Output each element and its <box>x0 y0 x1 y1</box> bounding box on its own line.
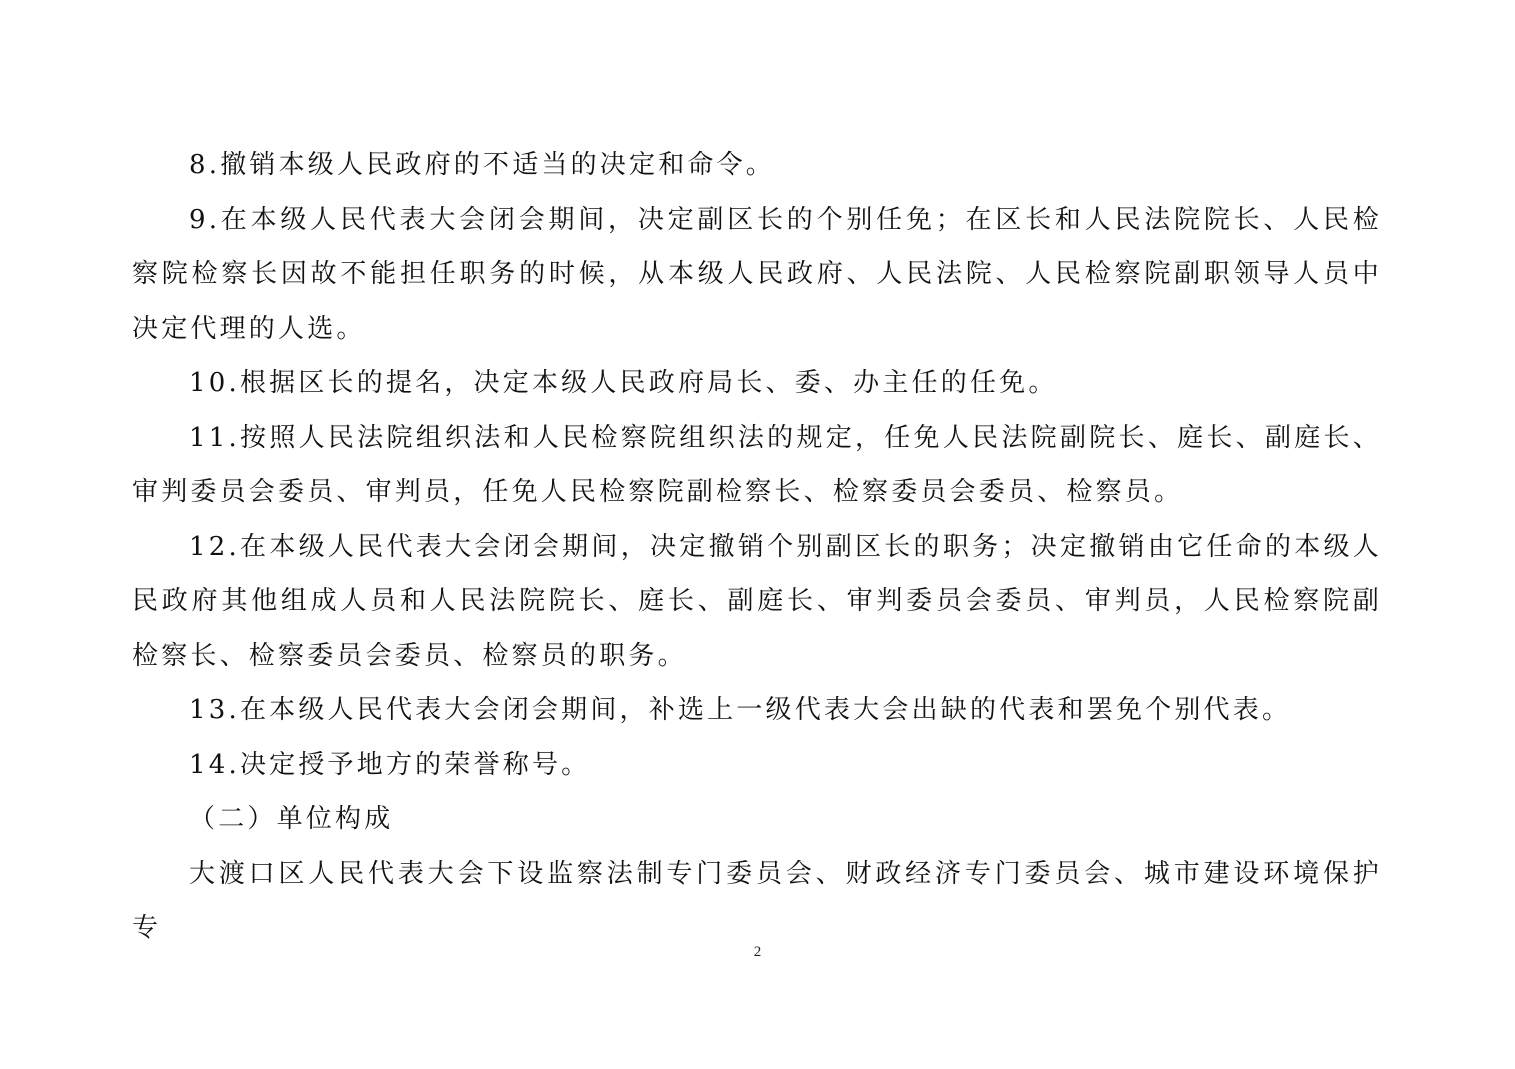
page-number: 2 <box>753 944 762 960</box>
paragraph-item-9: 9.在本级人民代表大会闭会期间，决定副区长的个别任免；在区长和人民法院院长、人民检察院检察长因故不能担任职务的时候，从本级人民政府、人民法院、人民检察院副职领导人员中决定代理的人选。 <box>132 204 1382 344</box>
paragraph-unit-composition: 大渡口区人民代表大会下设监察法制专门委员会、财政经济专门委员会、城市建设环境保护专 <box>132 858 1382 943</box>
paragraph-item-14: 14.决定授予地方的荣誉称号。 <box>189 749 591 780</box>
section-heading-unit-composition: （二）单位构成 <box>189 804 394 834</box>
paragraph-item-8: 8.撤销本级人民政府的不适当的决定和命令。 <box>189 150 776 180</box>
paragraph-item-10: 10.根据区长的提名，决定本级人民政府局长、委、办主任的任免。 <box>189 368 1058 398</box>
paragraph-item-11: 11.按照人民法院组织法和人民检察院组织法的规定，任免人民法院副院长、庭长、副庭长、审判委员会委员、审判员，任免人民检察院副检察长、检察委员会委员、检察员。 <box>132 422 1382 507</box>
paragraph-item-13: 13.在本级人民代表大会闭会期间，补选上一级代表大会出缺的代表和罢免个别代表。 <box>189 695 1292 725</box>
paragraph-item-12: 12.在本级人民代表大会闭会期间，决定撤销个别副区长的职务；决定撤销由它任命的本级人民政府其他组成人员和人民法院院长、庭长、副庭长、审判委员会委员、审判员，人民检察院副检察长、检察委员会委员、检察员的职务。 <box>132 531 1382 671</box>
document-body <box>132 138 1382 956</box>
